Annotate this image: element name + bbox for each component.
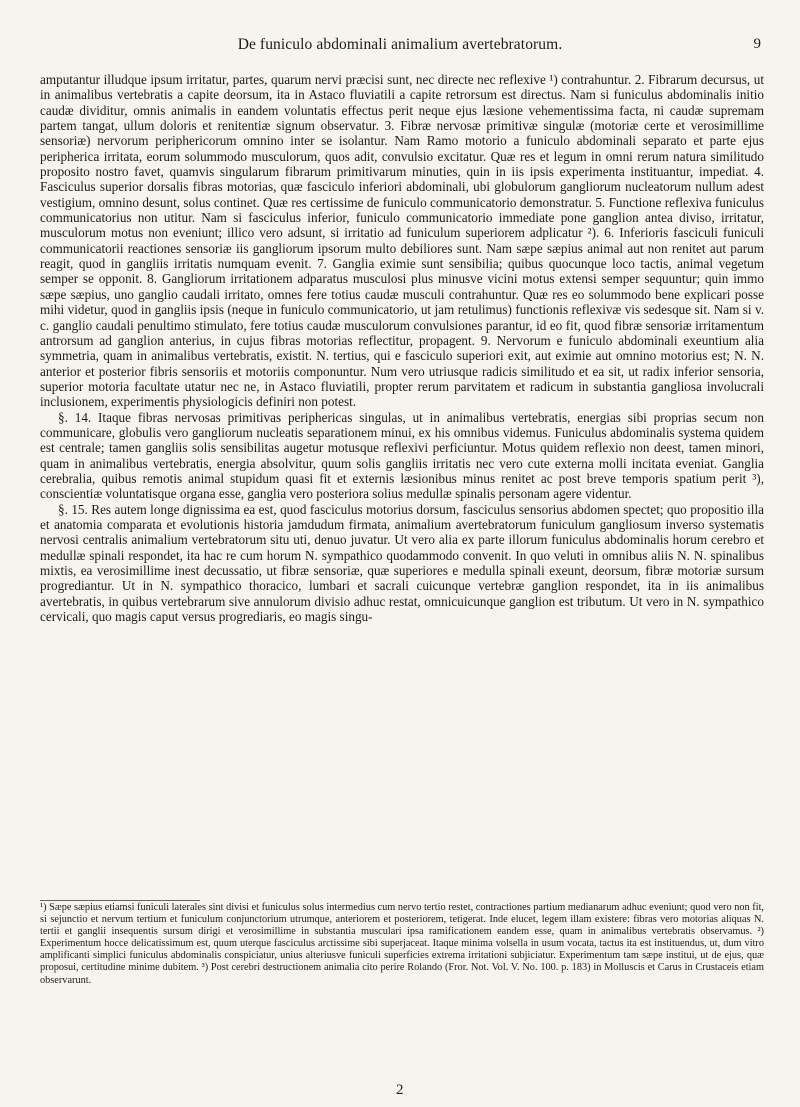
paragraph-continuation: amputantur illudque ipsum irritatur, partes, quarum nervi præcisi sunt, nec directe nec reflexive ¹) contrahuntur. 2. Fibrarum decursus, ut in animalibus vertebratis a capite deorsum, ita in Astaco fluviatili a capite retrorsum est directus. Nam si funiculus abdominalis initio caudæ dividitur, omnis animalis in eandem voluntatis effectus perit neque ejus læsione vehementissima facta, ni caudæ supremam partem tangat, ullum doloris et renitentiæ signum observatur. 3. Fibræ nervosæ primitivæ singulæ (motoriæ certe et verosimillime sensoriæ) nervorum periphericorum omnino inter se isolantur. Nam Ramo motorio a funiculo abdominali separato et parte ejus peripherica irritata, eorum solummodo musculorum, quos adit, convulsio excitatur. Quæ res et legum in omni rerum natura similitudo proposito nostro favet, quamvis singularum fibrarum primitivarum minuties, quin in iis ipsis experimenta instituantur, impediat. 4. Fasciculus superior dorsalis fibras motorias, quæ fasciculo inferiori abdominali, ubi globulorum gangliorum nucleatorum nullum adest vestigium, omnino desunt, solus continet. Quæ res certissime de funiculo communicatorio demonstratur. 5. Functione reflexiva funiculus communicatorius non utitur. Nam si fasciculus inferior, funiculo communicatorio immediate pone ganglion antea diviso, irritatur, musculorum motus non eveniunt; illico vero adsunt, si irritatio ad funiculum superiorem adplicatur ²). 6. Inferioris fasciculi funiculi communicatorii reactiones sensoriæ iis gangliorum ipsorum multo debiliores sunt. Nam sæpe sæpius animal aut non renitet aut parum reagit, quod in gangliis irritatis numquam evenit. 7. Ganglia eximie sunt sensibilia; quibus quocunque loco tactis, animal vegetum semper se opponit. 8. Gangliorum irritationem adparatus musculosi plus minusve vicini motus extensi semper sequuntur; quin immo sæpe sæpius, uno ganglio caudali irritato, omnes fere totius caudæ musculi contrahuntur. Quæ res eo solummodo bene explicari posse mihi videtur, quod in gangliis ipsis (neque in funiculo communicatorio, ut jam retulimus) functionis reflexivæ vis sedesque sit. Nam si v. c. ganglio caudali penultimo stimulato, fere totius caudæ musculorum convulsiones parantur, id eo fit, quod fibræ sensoriæ irritamentum antrorsum ad ganglion anterius, in cujus fibras motorias reflectitur, propagent. 9. Nervorum e funiculo abdominali exeuntium alia symmetria, quam in animalibus vertebratis, existit. N. tertius, qui e fasciculo superiori exit, aut eximie aut omnino motorius est; N. N. anterior et posterior fibris sensoriis et motoriis componuntur. Num vero utriusque radicis similitudo et ea sit, ut radix inferior sensoria, superior motoria facultate utatur nec ne, in Astaco fluviatili, propter rerum parvitatem et radicum in substantia gangliosa involucrali inclusionem, experimentis physiologicis definiri non potest. — [40, 72, 764, 410]
footnotes — [40, 902, 764, 987]
main-text — [40, 72, 764, 624]
running-header: De funiculo abdominali animalium avertebratorum. — [237, 36, 563, 53]
page-number: 9 — [753, 36, 761, 52]
footnote-text: ¹) Sæpe sæpius etiamsi funiculi laterales sint divisi et funiculus solus intermedius cum nervo tertio restet, contractiones partium medianarum adhuc eveniunt; quod vero non fit, si sejunctio et nervum tertium et funiculum conjunctorium utrumque, anteriorem et posteriorem, tetigerat. Inde elucet, legem illam existere: fibras vero motorias aliquas N. tertii et ganglii insequentis sursum dirigi et verosimillime in substantia musculari ipsa ramificationem eandem esse, quam in animalibus vertebratis observamus. ²) Experimentum hocce delicatissimum est, quum uterque fasciculus arctissime sibi superjaceat. Itaque minima volsella in usum vocata, tactus ita est instituendus, ut, dum vitro amplificanti simplici funiculus abdominalis conspiciatur, unius alteriusve funiculi superficies extrema irritationi subjiciatur. Experimentum tam sæpe institui, ut de ejus, quæ proposui, certitudine minime dubitem. ³) Post cerebri destructionem animalia cito perire Rolando (Fror. Not. Vol. V. No. 100. p. 183) in Molluscis et Carus in Crustaceis etiam observarunt. — [40, 902, 764, 986]
paragraph-section-15: §. 15. Res autem longe dignissima ea est, quod fasciculus motorius dorsum, fasciculus sensorius abdomen spectet; quo propositio illa et anatomia comparata et evolutionis historia jamdudum firmata, animalium avertebratorum funiculum gangliosum inverso systematis nervosi centralis animalium vertebratorum situ uti, denuo juvatur. Ut vero alia ex parte illorum funiculus abdominalis horum cerebro et medullæ spinali respondet, ita hac re cum horum N. sympathico quodammodo convenit. In quo veluti in omnibus aliis N. N. spinalibus mixtis, ea verosimillime inest decussatio, ut fibræ sensoriæ, quæ superiores e medulla spinali exeunt, deorsum, fibræ motoriæ sursum progrediantur. Ut in N. sympathico thoracico, lumbari et sacrali cuicunque vertebræ ganglion respondet, ita in iis animalibus avertebratis, in quibus vertebrarum sive annulorum divisio adhuc restat, omnicuicunque ganglion est tributum. Ut vero in N. sympathico cervicali, quo magis caput versus progrediaris, eo magis singu- — [40, 501, 764, 625]
paragraph-section-14: §. 14. Itaque fibras nervosas primitivas periphericas singulas, ut in animalibus vertebratis, energias sibi proprias secum non communicare, globulis vero gangliorum nucleatis separationem minui, ex his omnibus videmus. Funiculus abdominalis systema quidem est centrale; tamen gangliis solis sensibilitas augetur motusque reflexivi perficiuntur. Motus quidem reflexio non deest, tamen minori, quam in animalibus vertebratis, energia absolvitur, quum solis gangliis irritatis nec vero cute externa molli incitata eveniat. Ganglia cerebralia, quibus remotis animal stupidum quasi fit et externis læsionibus minus renitet ac post breve temporis spatium perit ³), conscientiæ voluntatisque organa esse, ganglia vero posteriora solius medullæ spinalis personam agere videntur. — [40, 409, 764, 502]
signature-mark: 2 — [396, 1082, 404, 1098]
footnote-divider — [40, 900, 200, 901]
